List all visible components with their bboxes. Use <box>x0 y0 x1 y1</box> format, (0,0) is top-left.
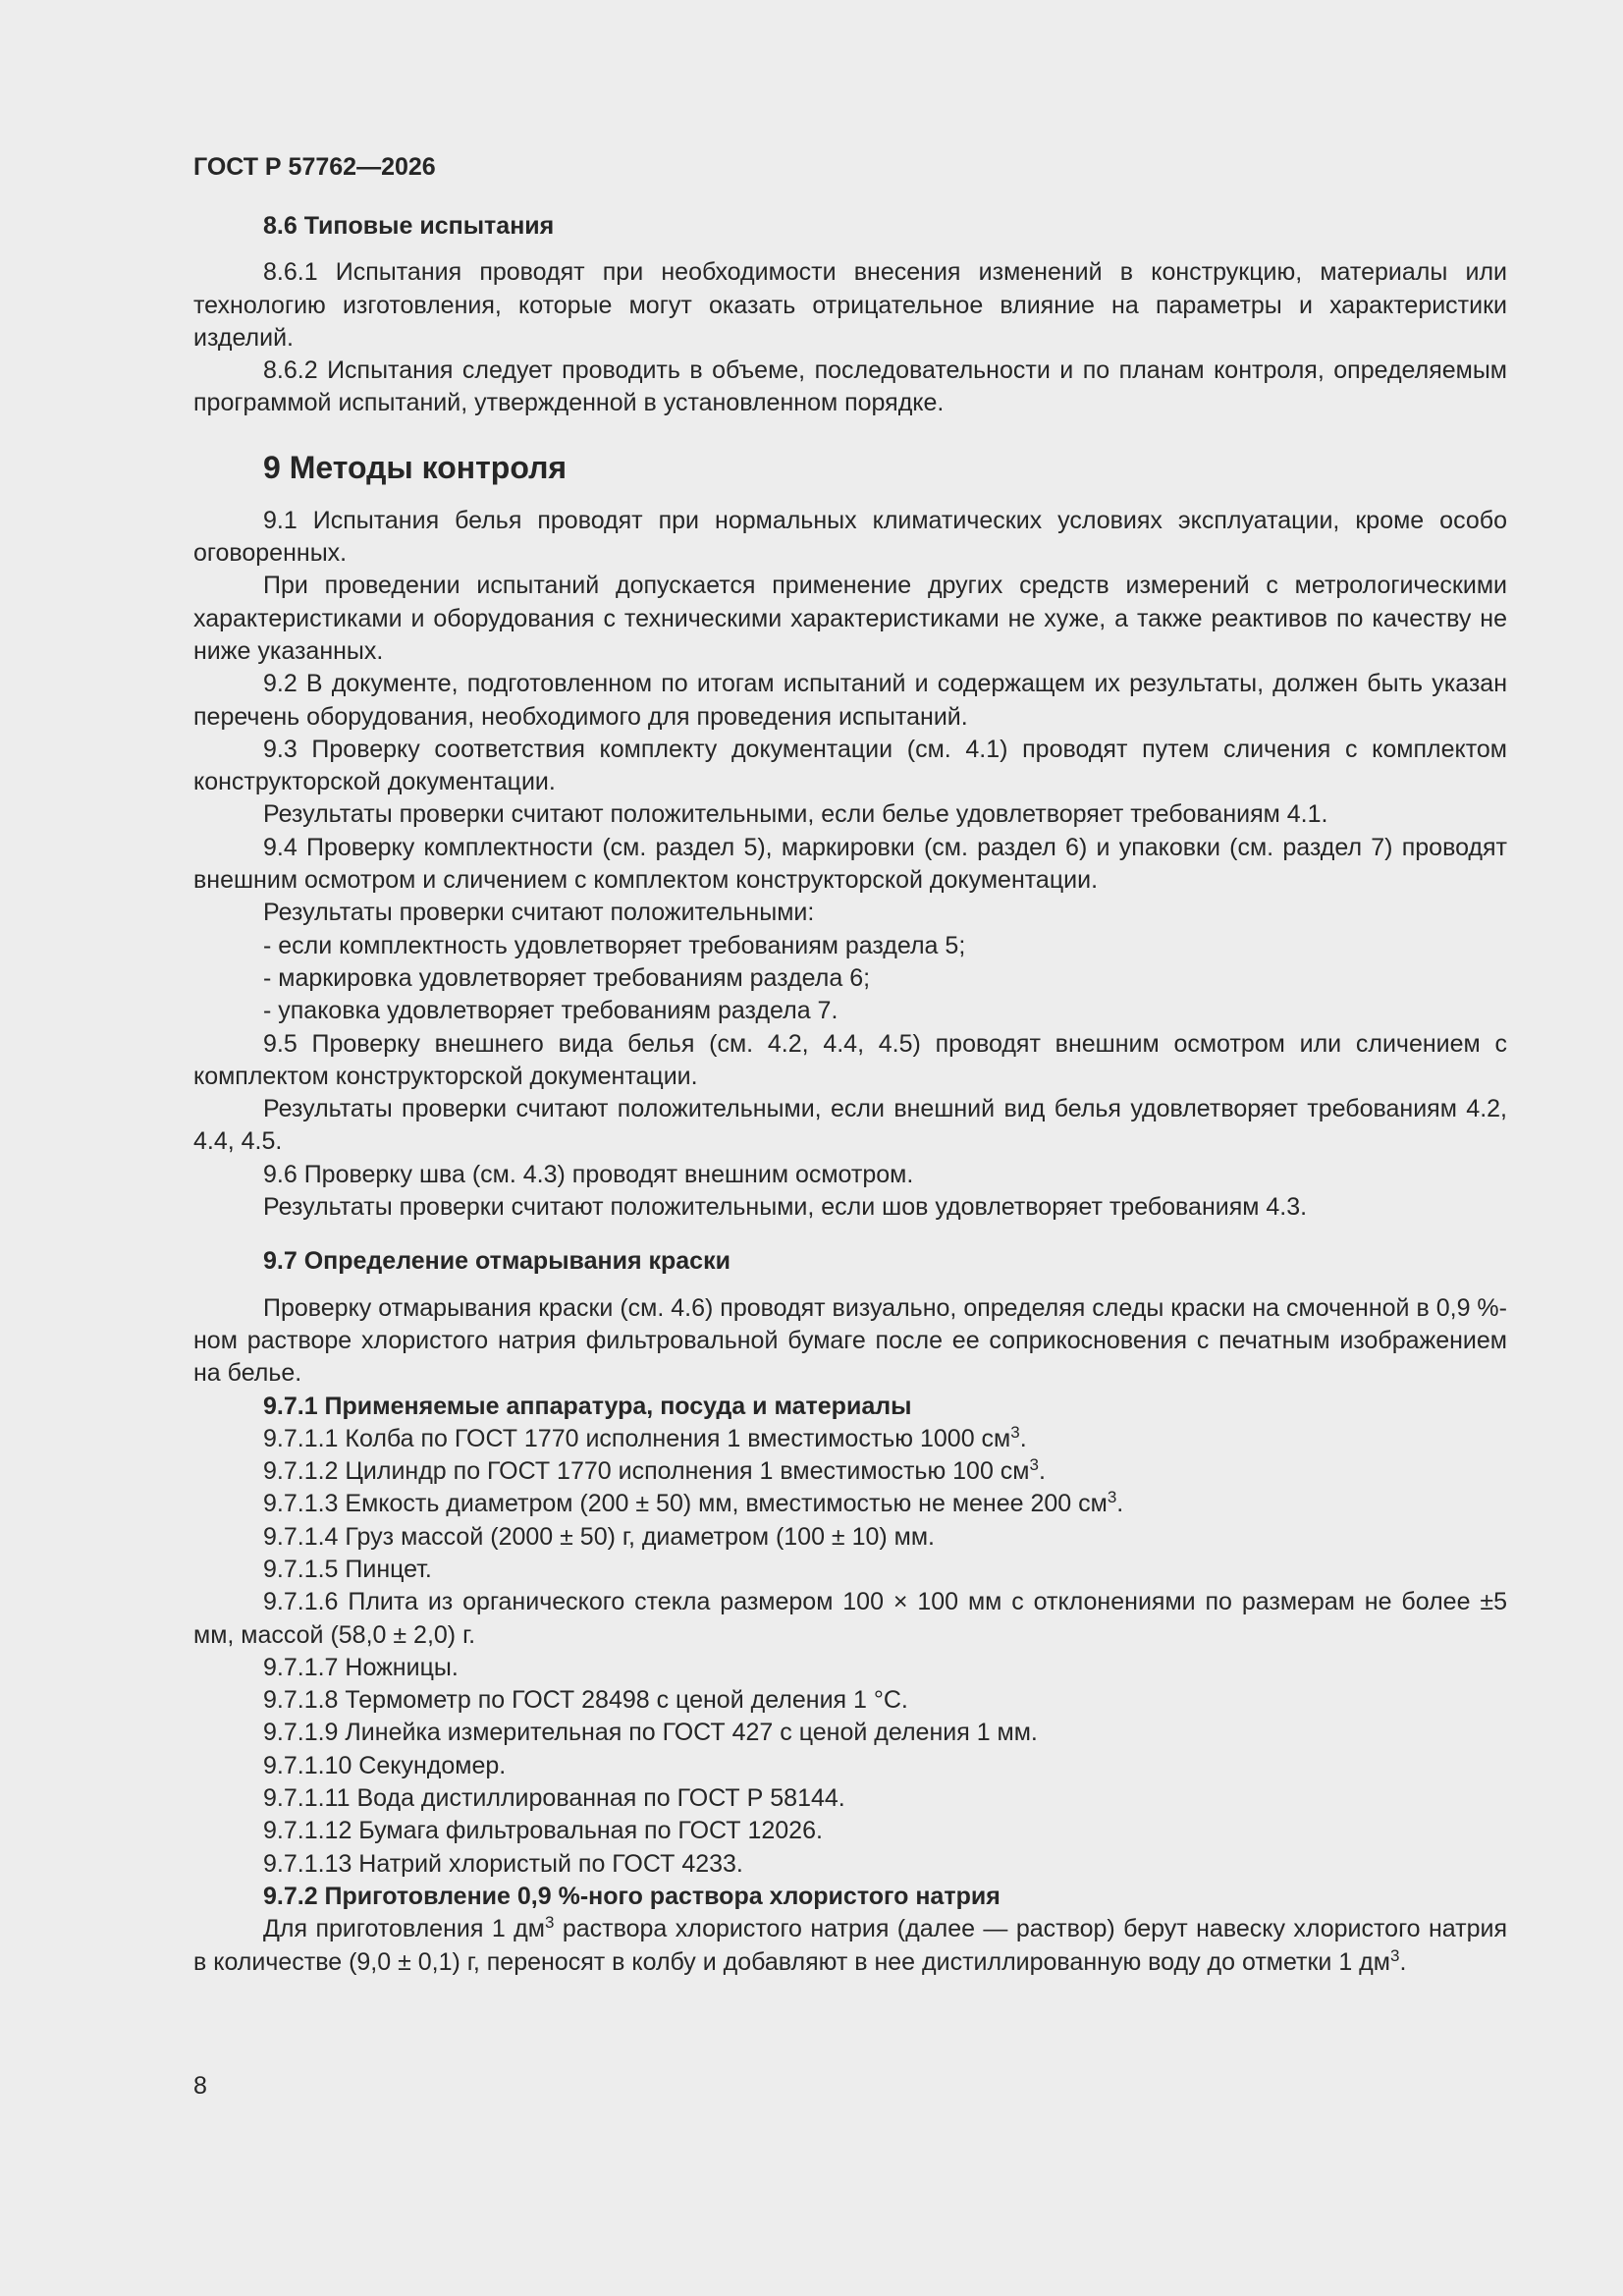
list-item: 9.7.1.13 Натрий хлористый по ГОСТ 4233. <box>263 1849 743 1878</box>
paragraph-9-7-1-6: 9.7.1.6 Плита из органического стекла размером 100 × 100 мм с отклонениями по размерам не более ±5 мм, массой (58,0 ± 2,0) г. <box>193 1588 1507 1649</box>
item-text: 9.7.1.1 Колба по ГОСТ 1770 исполнения 1 вместимостью 1000 см <box>263 1424 1011 1452</box>
paragraph-9-6-b: Результаты проверки считают положительными, если шов удовлетворяет требованиям 4.3. <box>263 1193 1308 1222</box>
list-item: 9.7.1.9 Линейка измерительная по ГОСТ 427 с ценой деления 1 мм. <box>263 1719 1038 1747</box>
paragraph-9-5-b: Результаты проверки считают положительными, если внешний вид белья удовлетворяет требованиям 4.2, 4.4, 4.5. <box>193 1095 1507 1156</box>
text-run: . <box>1399 1947 1407 1976</box>
section-9-7-2-heading: 9.7.2 Приготовление 0,9 %-ного раствора хлористого натрия <box>263 1882 1001 1910</box>
item-tail: . <box>1019 1424 1027 1452</box>
superscript: 3 <box>1107 1488 1117 1507</box>
item-tail: . <box>1038 1457 1046 1486</box>
paragraph-9-2: 9.2 В документе, подготовленном по итогам испытаний и содержащем их результаты, должен быть указан перечень оборудования, необходимого для проведения испытаний. <box>193 670 1507 731</box>
superscript: 3 <box>1389 1945 1400 1965</box>
superscript: 3 <box>1029 1455 1039 1475</box>
list-item: - если комплектность удовлетворяет требованиям раздела 5; <box>263 931 966 959</box>
item-text: 9.7.1.3 Емкость диаметром (200 ± 50) мм, вместимостью не менее 200 см <box>263 1490 1108 1518</box>
list-item: - маркировка удовлетворяет требованиям раздела 6; <box>263 963 871 992</box>
text-run: раствора хлористого натрия (далее — раствор) берут навеску хлористого натрия в количестве (9,0 ± 0,1) г, переносят в колбу и добавляют в нее дистиллированную воду до отметки 1 дм <box>193 1915 1508 1976</box>
superscript: 3 <box>544 1913 555 1933</box>
paragraph-8-6-2: 8.6.2 Испытания следует проводить в объеме, последовательности и по планам контроля, определяемым программой испытаний, утвержденной в установленном порядке. <box>193 356 1507 417</box>
list-item <box>263 1455 1507 1488</box>
paragraph-9-3: 9.3 Проверку соответствия комплекту документации (см. 4.1) проводят путем сличения с комплектом конструкторской документации. <box>193 735 1507 796</box>
spacer <box>193 1224 1507 1245</box>
section-9-7-1-heading: 9.7.1 Применяемые аппаратура, посуда и материалы <box>263 1392 912 1420</box>
section-9-7-heading: 9.7 Определение отмарывания краски <box>263 1247 730 1276</box>
page-number: 8 <box>193 2072 207 2100</box>
list-item: 9.7.1.4 Груз массой (2000 ± 50) г, диаметром (100 ± 10) мм. <box>263 1522 935 1551</box>
superscript: 3 <box>1010 1422 1020 1442</box>
list-item: 9.7.1.5 Пинцет. <box>263 1555 432 1583</box>
paragraph-9-1: 9.1 Испытания белья проводят при нормальных климатических условиях эксплуатации, кроме особо оговоренных. <box>193 506 1507 568</box>
section-8-6-heading: 8.6 Типовые испытания <box>263 212 555 240</box>
document-code: ГОСТ Р 57762—2026 <box>193 153 436 181</box>
item-text: 9.7.1.2 Цилиндр по ГОСТ 1770 исполнения 1 вместимостью 100 см <box>263 1457 1030 1486</box>
paragraph-9-7-2 <box>193 1913 1507 1979</box>
list-item <box>263 1488 1507 1520</box>
item-tail: . <box>1116 1490 1124 1518</box>
list-item: 9.7.1.8 Термометр по ГОСТ 28498 с ценой деления 1 °С. <box>263 1686 908 1715</box>
paragraph-9-3-b: Результаты проверки считают положительными, если белье удовлетворяет требованиям 4.1. <box>263 800 1328 829</box>
list-item: 9.7.1.12 Бумага фильтровальная по ГОСТ 12026. <box>263 1817 823 1845</box>
paragraph-9-4: 9.4 Проверку комплектности (см. раздел 5), маркировки (см. раздел 6) и упаковки (см. раздел 7) проводят внешним осмотром и сличением с комплектом конструкторской документации. <box>193 833 1507 895</box>
list-item: - упаковка удовлетворяет требованиям раздела 7. <box>263 997 839 1025</box>
paragraph-9-4-b: Результаты проверки считают положительными: <box>263 899 815 927</box>
paragraph-9-1-b: При проведении испытаний допускается применение других средств измерений с метрологическими характеристиками и оборудования с техническими характеристиками не хуже, а также реактивов по качеству не ниже указанных. <box>193 572 1507 665</box>
list-item: 9.7.1.10 Секундомер. <box>263 1751 507 1779</box>
text-run: Для приготовления 1 дм <box>263 1915 545 1943</box>
paragraph-9-7: Проверку отмарывания краски (см. 4.6) проводят визуально, определяя следы краски на смоченной в 0,9 %-ном растворе хлористого натрия фильтровальной бумаге после ее соприкосновения с печатным изображением на белье. <box>193 1293 1507 1388</box>
section-9-heading: 9 Методы контроля <box>263 449 568 485</box>
paragraph-9-5: 9.5 Проверку внешнего вида белья (см. 4.2, 4.4, 4.5) проводят внешним осмотром или сличением с комплектом конструкторской документации. <box>193 1029 1507 1090</box>
paragraph-8-6-1: 8.6.1 Испытания проводят при необходимости внесения изменений в конструкцию, материалы или технологию изготовления, которые могут оказать отрицательное влияние на параметры и характеристики изделий. <box>193 258 1507 352</box>
list-item: 9.7.1.7 Ножницы. <box>263 1653 459 1681</box>
paragraph-9-6: 9.6 Проверку шва (см. 4.3) проводят внешним осмотром. <box>263 1160 914 1188</box>
list-item: 9.7.1.11 Вода дистиллированная по ГОСТ Р 58144. <box>263 1784 845 1813</box>
page-content <box>193 137 1507 1979</box>
list-item <box>263 1423 1507 1455</box>
